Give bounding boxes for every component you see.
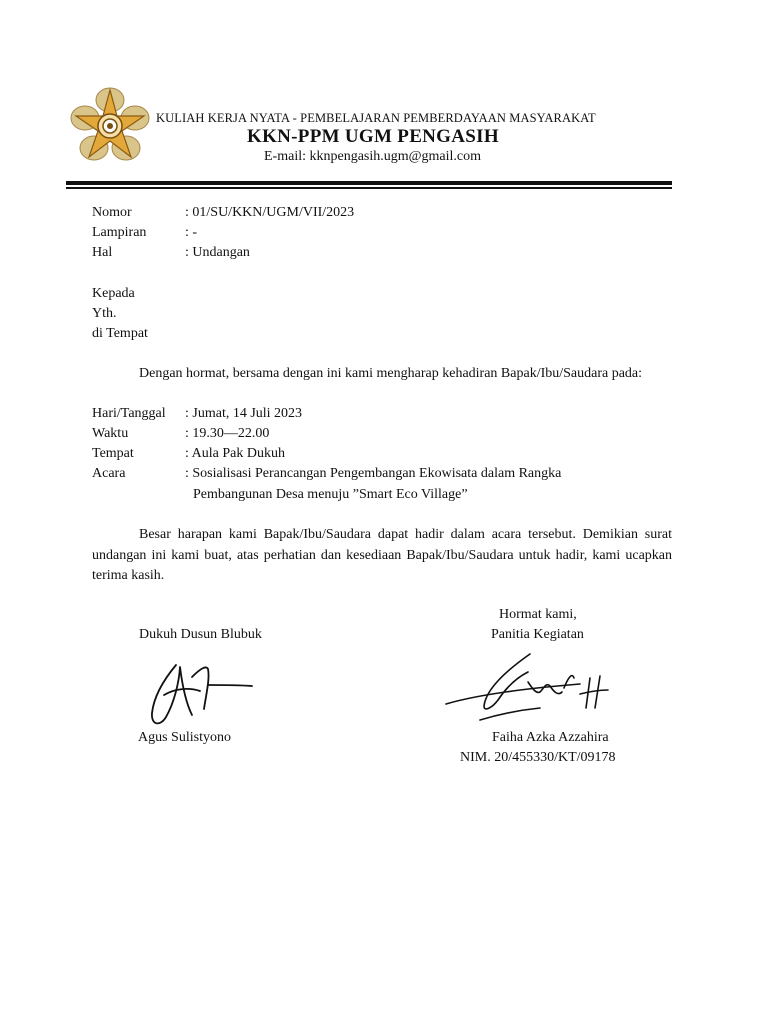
meta-value-lampiran: : - — [185, 225, 198, 240]
recipient-place: di Tempat — [92, 326, 148, 341]
recipient-yth: Yth. — [92, 306, 117, 321]
recipient-kepada: Kepada — [92, 286, 135, 301]
event-label-date: Hari/Tanggal — [92, 406, 166, 421]
closing-paragraph: Besar harapan kami Bapak/Ibu/Saudara dapat hadir dalam acara tersebut. Demikian surat undangan ini kami buat, atas perhatian dan kesediaan Bapak/Ibu/Saudara untuk hadir, kami ucapkan terima kasih. — [92, 527, 672, 583]
letterhead-divider-thick — [66, 181, 672, 185]
event-value-place: : Aula Pak Dukuh — [185, 446, 285, 461]
right-handwritten-signature — [440, 648, 620, 730]
event-value-agenda-continued: Pembangunan Desa menuju ”Smart Eco Village” — [193, 487, 468, 502]
event-value-time: : 19.30—22.00 — [185, 426, 270, 441]
event-label-place: Tempat — [92, 446, 134, 461]
event-value-date: : Jumat, 14 Juli 2023 — [185, 406, 303, 421]
left-signer-role: Dukuh Dusun Blubuk — [139, 627, 262, 642]
event-value-agenda: : Sosialisasi Perancangan Pengembangan Ekowisata dalam Rangka — [185, 466, 562, 481]
right-signer-role: Panitia Kegiatan — [491, 627, 584, 642]
left-signer-name: Agus Sulistyono — [138, 730, 231, 745]
meta-value-nomor: : 01/SU/KKN/UGM/VII/2023 — [185, 205, 355, 220]
letterhead-divider-thin — [66, 187, 672, 189]
program-line: KULIAH KERJA NYATA - PEMBELAJARAN PEMBERDAYAAN MASYARAKAT — [156, 111, 596, 125]
meta-label-nomor: Nomor — [92, 205, 132, 220]
event-label-agenda: Acara — [92, 466, 126, 481]
left-handwritten-signature — [146, 655, 258, 731]
signature-greeting: Hormat kami, — [499, 607, 577, 622]
organization-title: KKN-PPM UGM PENGASIH — [247, 126, 499, 147]
meta-value-hal: : Undangan — [185, 245, 250, 260]
meta-label-hal: Hal — [92, 245, 113, 260]
event-label-time: Waktu — [92, 426, 129, 441]
opening-paragraph: Dengan hormat, bersama dengan ini kami mengharap kehadiran Bapak/Ibu/Saudara pada: — [139, 366, 643, 381]
right-signer-nim: NIM. 20/455330/KT/09178 — [460, 750, 616, 765]
right-signer-name: Faiha Azka Azzahira — [492, 730, 609, 745]
meta-label-lampiran: Lampiran — [92, 225, 147, 240]
ugm-seal-logo — [62, 86, 158, 164]
organization-email: E-mail: kknpengasih.ugm@gmail.com — [264, 149, 482, 164]
